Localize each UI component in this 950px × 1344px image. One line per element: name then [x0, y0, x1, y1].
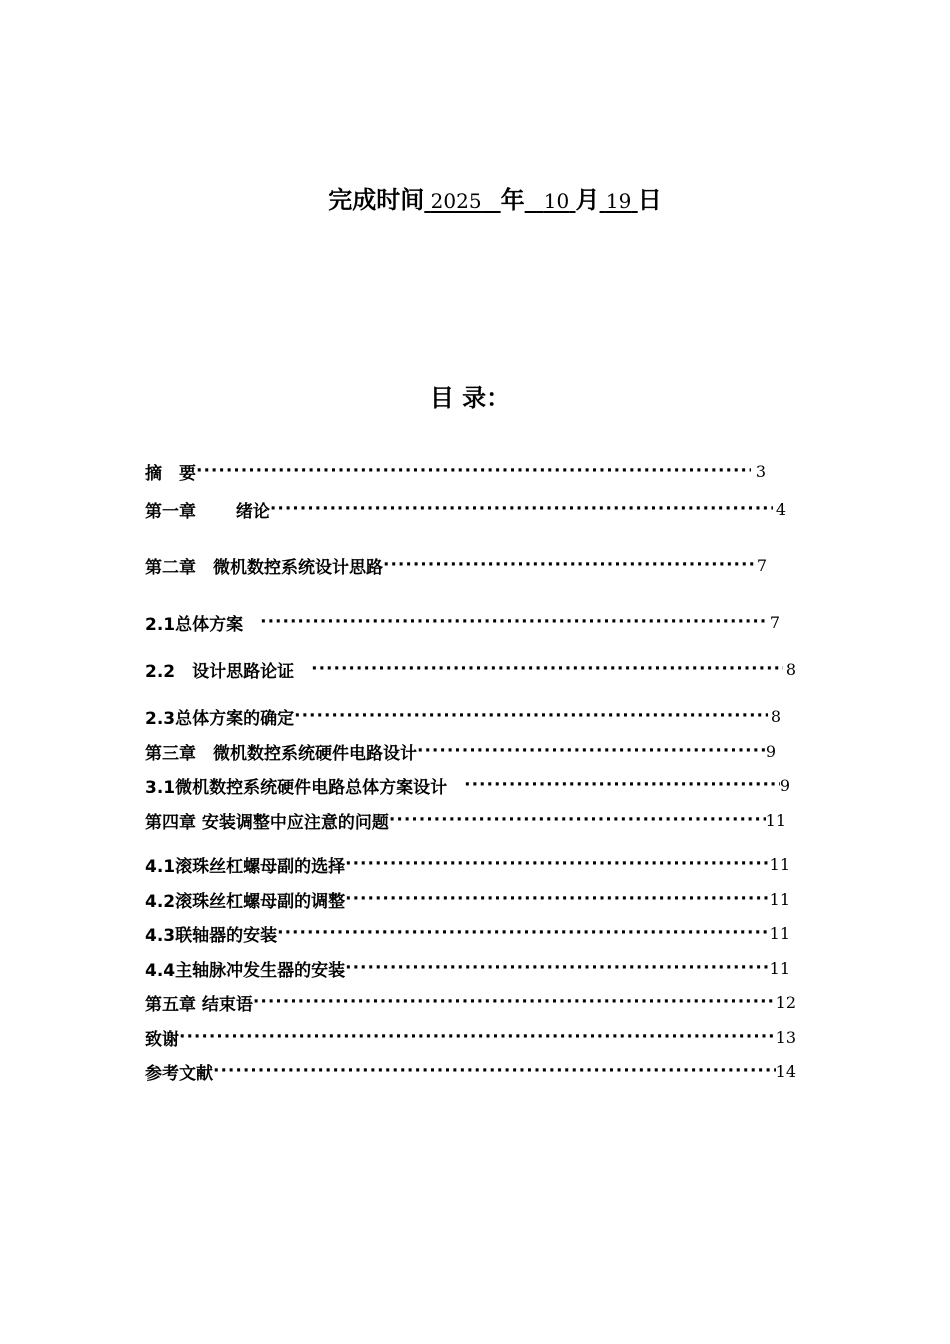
toc-entry[interactable]: [145, 852, 790, 876]
toc-leader-dots: [383, 555, 757, 575]
toc-entry-label: 2.3总体方案的确定: [145, 708, 295, 729]
toc-entry-page: 8: [785, 659, 796, 679]
toc-entry-label: 4.4主轴脉冲发生器的安装: [145, 960, 346, 981]
toc-leader-dots: [345, 958, 770, 978]
toc-title: 目 录：: [429, 384, 511, 412]
toc-entry-label: 第五章 结束语: [145, 994, 253, 1015]
toc-leader-dots: [464, 775, 779, 795]
toc-entry-label: 参考文献: [145, 1063, 213, 1084]
completion-date-line: [0, 183, 950, 218]
toc-entry-page: 7: [756, 555, 767, 575]
toc-entry[interactable]: [145, 553, 767, 577]
toc-leader-dots: [389, 810, 766, 830]
day-unit: 日: [637, 186, 662, 214]
toc-leader-dots: [345, 854, 770, 874]
month-unit: 月: [575, 186, 600, 214]
toc-entry-label: 摘 要: [145, 463, 196, 484]
toc-entry[interactable]: [145, 773, 790, 797]
toc-entry-label: 4.1滚珠丝杠螺母副的选择: [145, 856, 346, 877]
toc-leader-dots: [260, 612, 766, 632]
toc-leader-dots: [270, 499, 773, 519]
toc-leader-dots: [311, 659, 783, 679]
completion-year: 2025: [430, 189, 482, 213]
toc-entry-page: 14: [775, 1061, 796, 1081]
toc-entry[interactable]: [145, 1025, 796, 1049]
toc-entry-label: 致谢: [145, 1029, 179, 1050]
completion-day: 19: [605, 189, 632, 213]
toc-entry-label: 2.1总体方案: [145, 614, 261, 635]
toc-entry-page: 9: [765, 741, 776, 761]
toc-entry[interactable]: [145, 956, 790, 980]
toc-entry-label: 第三章 微机数控系统硬件电路设计: [145, 743, 417, 764]
toc-entry-label: 4.2滚珠丝杠螺母副的调整: [145, 891, 346, 912]
toc-leader-dots: [253, 992, 776, 1012]
toc-leader-dots: [294, 706, 768, 726]
toc-entry[interactable]: [145, 808, 786, 832]
toc-entry-page: 3: [755, 461, 766, 481]
toc-entry-label: 第二章 微机数控系统设计思路: [145, 557, 383, 578]
toc-entry[interactable]: [145, 497, 786, 521]
toc-entry-label: 第四章 安装调整中应注意的问题: [145, 812, 389, 833]
toc-entry-page: 9: [779, 775, 790, 795]
toc-leader-dots: [196, 461, 751, 481]
toc-entry-label: 3.1微机数控系统硬件电路总体方案设计: [145, 777, 465, 798]
toc-leader-dots: [277, 923, 770, 943]
toc-leader-dots: [345, 889, 770, 909]
toc-entry-page: 11: [769, 854, 790, 874]
toc-entry[interactable]: [145, 887, 790, 911]
toc-entry[interactable]: [145, 921, 790, 945]
completion-label: 完成时间: [328, 186, 425, 214]
toc-entry-label: 4.3联轴器的安装: [145, 925, 278, 946]
toc-entry-label: 2.2 设计思路论证: [145, 661, 312, 682]
toc-leader-dots: [213, 1061, 776, 1081]
toc-entry[interactable]: [145, 610, 780, 634]
toc-entry[interactable]: [145, 990, 796, 1014]
completion-month: 10: [543, 189, 570, 213]
toc-entry-page: 7: [769, 612, 780, 632]
toc-entry[interactable]: [145, 657, 796, 681]
toc-entry-page: 8: [770, 706, 781, 726]
toc-entry-page: 11: [769, 958, 790, 978]
toc-entry-page: 4: [775, 499, 786, 519]
year-unit: 年: [500, 186, 525, 214]
toc-entry-page: 11: [769, 923, 790, 943]
toc-entry[interactable]: [145, 739, 776, 763]
toc-entry-page: 12: [775, 992, 796, 1012]
toc-entry[interactable]: [145, 1059, 796, 1083]
toc-leader-dots: [417, 741, 765, 761]
toc-entry-page: 11: [769, 889, 790, 909]
toc-entry-page: 11: [765, 810, 786, 830]
toc-entry[interactable]: [145, 704, 781, 728]
toc-entry-label: 第一章 绪论: [145, 501, 270, 522]
toc-entry-page: 13: [775, 1027, 796, 1047]
toc-leader-dots: [179, 1027, 776, 1047]
toc-entry[interactable]: [145, 459, 766, 483]
